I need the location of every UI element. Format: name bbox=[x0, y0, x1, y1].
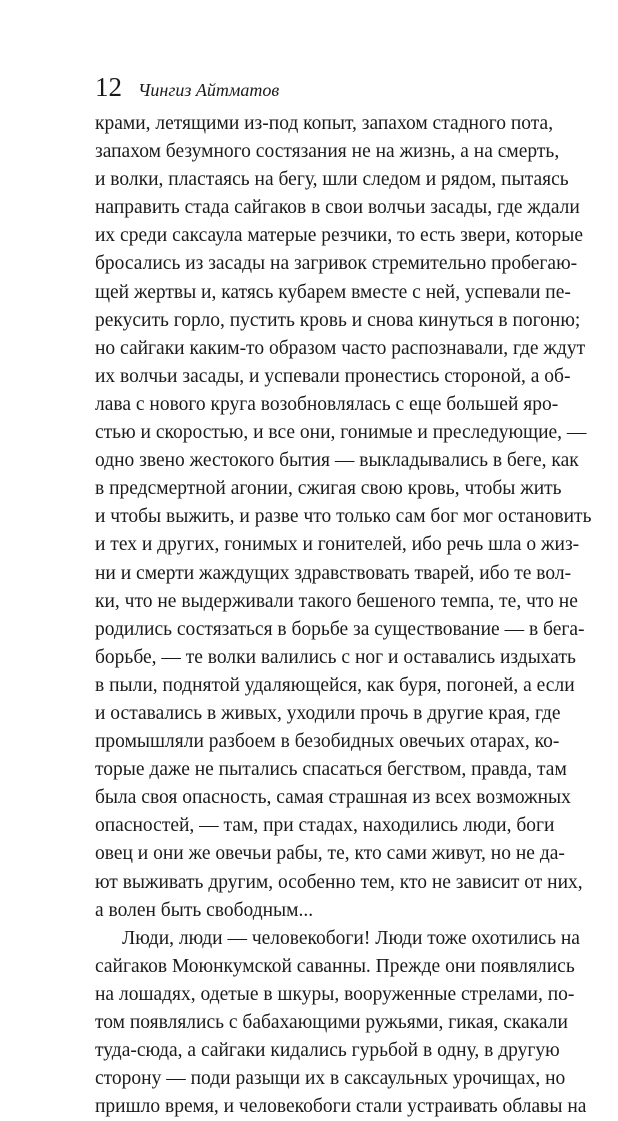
text-line: сайгаков Моюнкумской саванны. Прежде они появлялись bbox=[95, 955, 575, 977]
text-line: туда-сюда, а сайгаки кидались гурьбой в одну, в другую bbox=[95, 1040, 560, 1062]
text-line: направить стада сайгаков в свои волчьи засады, где ждали bbox=[95, 197, 580, 219]
text-line: овец и они же овечьи рабы, те, кто сами живут, но не да- bbox=[95, 843, 565, 865]
text-line: в пыли, поднятой удаляющейся, как буря, погоней, а если bbox=[95, 674, 575, 696]
text-line: и чтобы выжить, и разве что только сам бог мог остановить bbox=[95, 506, 592, 528]
page-number: 12 bbox=[95, 72, 122, 102]
text-line: но сайгаки каким-то образом часто распознавали, где ждут bbox=[95, 337, 586, 359]
page-header bbox=[95, 70, 279, 104]
text-line: пришло время, и человекобоги стали устраивать облавы на bbox=[95, 1096, 587, 1118]
text-line: ют выживать другим, особенно тем, кто не зависит от них, bbox=[95, 871, 583, 893]
text-line: их среди саксаула матерые резчики, то есть звери, которые bbox=[95, 225, 583, 247]
text-line: ки, что не выдерживали такого бешеного темпа, те, что не bbox=[95, 590, 578, 612]
text-line: их волчьи засады, и успевали пронестись стороной, а об- bbox=[95, 365, 571, 387]
text-line: крами, летящими из-под копыт, запахом стадного пота, bbox=[95, 113, 554, 134]
text-line: и тех и других, гонимых и гонителей, ибо речь шла о жиз- bbox=[95, 534, 580, 556]
text-line: опасностей, — там, при стадах, находились люди, боги bbox=[95, 815, 555, 837]
text-line: одно звено жестокого бытия — выкладывались в беге, как bbox=[95, 450, 579, 472]
text-line: и оставались в живых, уходили прочь в другие края, где bbox=[95, 702, 561, 724]
text-line: сторону — поди разыщи их в саксаульных урочищах, но bbox=[95, 1068, 566, 1090]
text-line: стью и скоростью, и все они, гонимые и преследующие, — bbox=[95, 422, 587, 444]
text-line: Люди, люди — человекобоги! Люди тоже охотились на bbox=[122, 927, 580, 949]
text-line: рекусить горло, пустить кровь и снова кинуться в погоню; bbox=[95, 309, 581, 331]
text-line: том появлялись с бабахающими ружьями, гикая, скакали bbox=[95, 1012, 568, 1033]
text-line: борьбе, — те волки валились с ног и оставались издыхать bbox=[95, 646, 576, 668]
text-line: на лошадях, одетые в шкуры, вооруженные стрелами, по- bbox=[95, 983, 575, 1005]
text-line: бросались из засады на загривок стремительно пробегаю- bbox=[95, 253, 578, 275]
text-line: и волки, пластаясь на бегу, шли следом и рядом, пытаясь bbox=[95, 169, 569, 191]
body-text bbox=[95, 110, 592, 1121]
text-line: была своя опасность, самая страшная из всех возможных bbox=[95, 787, 571, 809]
text-line: запахом безумного состязания не на жизнь, а на смерть, bbox=[95, 141, 560, 163]
text-line: лава с нового круга возобновлялась с еще большей яро- bbox=[95, 393, 559, 415]
text-line: торые даже не пытались спасаться бегством, правда, там bbox=[95, 759, 567, 781]
text-line: промышляли разбоем в безобидных овечьих отарах, ко- bbox=[95, 731, 560, 753]
text-line: в предсмертной агонии, сжигая свою кровь, чтобы жить bbox=[95, 478, 562, 500]
text-line: ни и смерти жаждущих здравствовать тварей, ибо те вол- bbox=[95, 562, 572, 584]
running-title: Чингиз Айтматов bbox=[138, 80, 280, 100]
text-line: родились состязаться в борьбе за существование — в бега- bbox=[95, 618, 585, 640]
text-line: щей жертвы и, катясь кубарем вместе с ней, успевали пе- bbox=[95, 281, 571, 303]
text-line: а волен быть свободным... bbox=[95, 899, 314, 921]
